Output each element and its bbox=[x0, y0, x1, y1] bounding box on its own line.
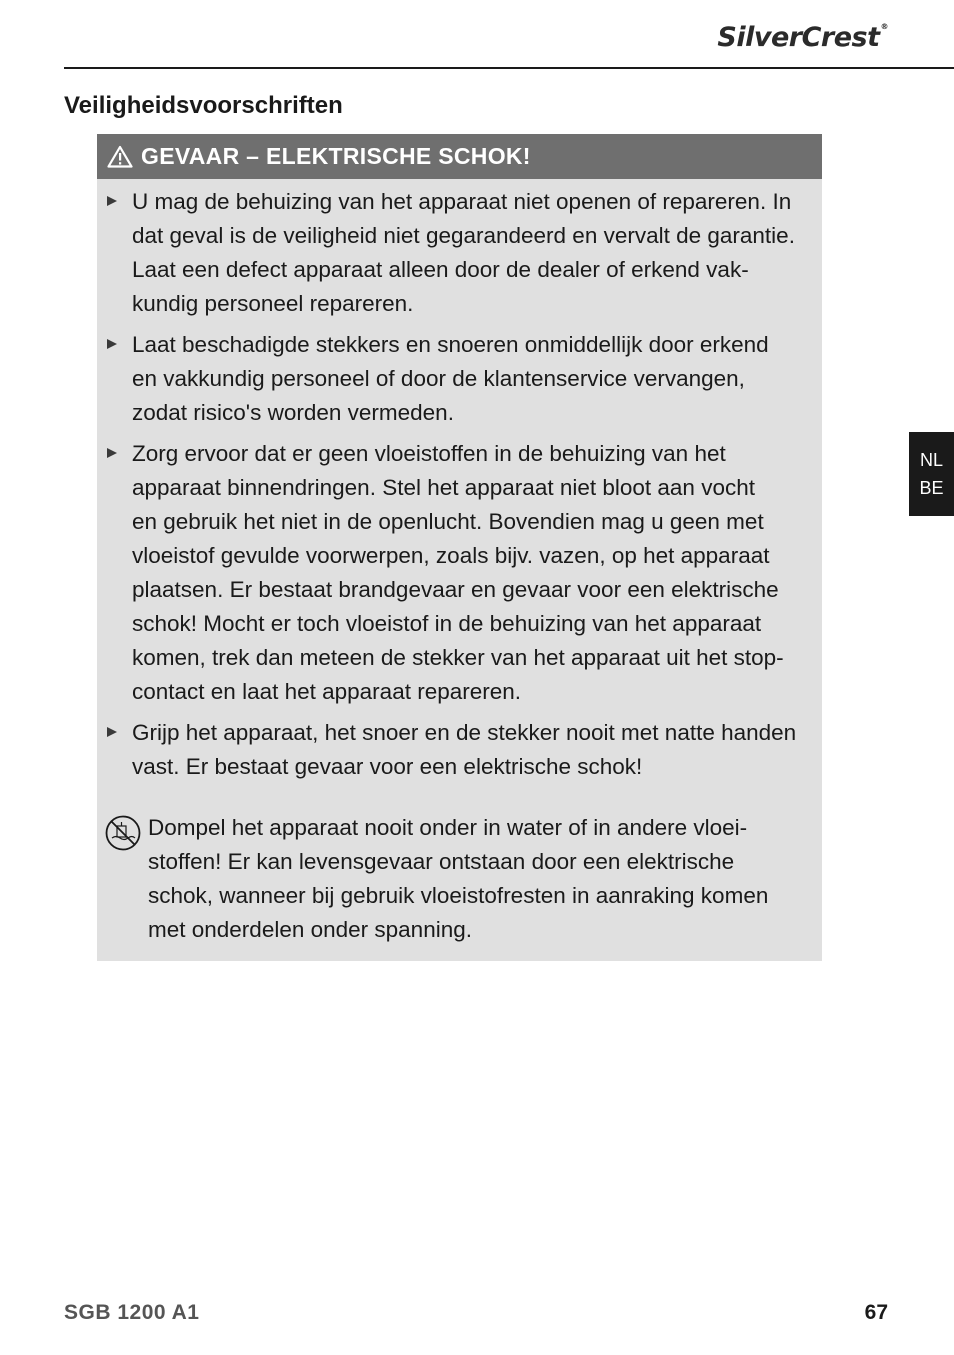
warning-list-item bbox=[97, 437, 822, 709]
note-text-line: stoffen! Er kan levensgevaar ontstaan door een elektrische bbox=[148, 849, 735, 874]
bullet-arrow-icon bbox=[107, 727, 117, 737]
no-immersion-icon bbox=[105, 815, 141, 851]
note-text bbox=[105, 811, 815, 947]
warning-list-item bbox=[97, 328, 822, 430]
brand-logo bbox=[717, 22, 888, 53]
warning-title: GEVAAR – ELEKTRISCHE SCHOK! bbox=[141, 143, 531, 169]
note-text-line: schok, wanneer bij gebruik vloeistofresten in aanraking komen bbox=[148, 883, 769, 908]
header-divider bbox=[64, 67, 954, 69]
warning-triangle-icon bbox=[107, 145, 133, 168]
warning-text-line: Zorg ervoor dat er geen vloeistoffen in de behuizing van het bbox=[132, 441, 726, 466]
warning-text-line: Grijp het apparaat, het snoer en de stekker nooit met natte handen bbox=[132, 720, 797, 745]
bullet-arrow-icon bbox=[107, 196, 117, 206]
bullet-arrow-icon bbox=[107, 339, 117, 349]
warning-text-line: Laat een defect apparaat alleen door de dealer of erkend vak- bbox=[132, 257, 749, 282]
warning-text-line: zodat risico's worden vermeden. bbox=[132, 400, 454, 425]
warning-list-item bbox=[97, 185, 822, 321]
warning-text-line: komen, trek dan meteen de stekker van het apparaat uit het stop- bbox=[132, 645, 784, 670]
warning-text-line: Laat beschadigde stekkers en snoeren onmiddellijk door erkend bbox=[132, 332, 769, 357]
warning-text-line: vloeistof gevulde voorwerpen, zoals bijv. vazen, op het apparaat bbox=[132, 543, 770, 568]
language-tab bbox=[909, 432, 954, 516]
footer-model: SGB 1200 A1 bbox=[64, 1301, 200, 1324]
warning-list bbox=[97, 185, 822, 791]
registered-mark: ® bbox=[880, 22, 888, 31]
bullet-arrow-icon bbox=[107, 448, 117, 458]
warning-text-line: apparaat binnendringen. Stel het apparaat niet bloot aan vocht bbox=[132, 475, 755, 500]
note-text-line: met onderdelen onder spanning. bbox=[148, 917, 472, 942]
warning-header bbox=[97, 134, 822, 179]
note-text-line: Dompel het apparaat nooit onder in water of in andere vloei- bbox=[148, 815, 748, 840]
warning-text-line: en gebruik het niet in de openlucht. Bovendien mag u geen met bbox=[132, 509, 764, 534]
warning-text-line: dat geval is de veiligheid niet gegarandeerd en vervalt de garantie. bbox=[132, 223, 795, 248]
warning-text-line: schok! Mocht er toch vloeistof in de behuizing van het apparaat bbox=[132, 611, 762, 636]
warning-text-line: en vakkundig personeel of door de klantenservice vervangen, bbox=[132, 366, 745, 391]
section-title: Veiligheidsvoorschriften bbox=[64, 92, 343, 119]
warning-box bbox=[97, 134, 822, 961]
page-number: 67 bbox=[864, 1301, 888, 1324]
language-code-be: BE bbox=[919, 478, 944, 498]
warning-text-line: contact en laat het apparaat repareren. bbox=[132, 679, 522, 704]
warning-list-item bbox=[97, 716, 822, 784]
language-code-nl: NL bbox=[919, 450, 943, 470]
warning-text-line: U mag de behuizing van het apparaat niet openen of repareren. In bbox=[132, 189, 792, 214]
warning-text-line: vast. Er bestaat gevaar voor een elektrische schok! bbox=[132, 754, 643, 779]
warning-text-line: kundig personeel repareren. bbox=[132, 291, 414, 316]
note-block bbox=[105, 811, 815, 947]
warning-text-line: plaatsen. Er bestaat brandgevaar en gevaar voor een elektrische bbox=[132, 577, 779, 602]
brand-name: SilverCrest bbox=[717, 22, 880, 53]
